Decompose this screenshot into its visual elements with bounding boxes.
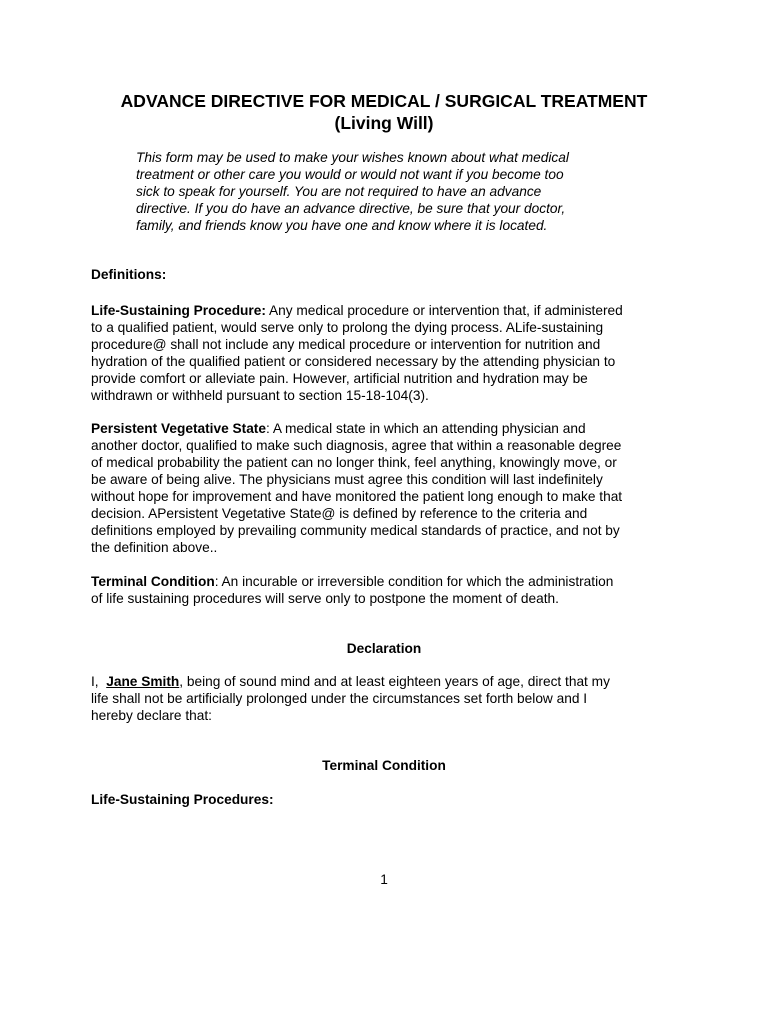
declaration-paragraph	[91, 673, 691, 724]
persistent-vegetative-definition	[91, 420, 691, 556]
terminal-condition-text: : An incurable or irreversible condition for which the administration	[214, 574, 614, 589]
life-sustaining-procedures-heading: Life-Sustaining Procedures:	[91, 792, 274, 807]
life-sustaining-text: Any medical procedure or intervention that, if administered	[265, 303, 623, 318]
definition-line: of medical probability the patient can no longer think, feel anything, knowingly move, or	[91, 455, 617, 470]
intro-line: treatment or other care you would or would not want if you become too	[136, 167, 564, 182]
terminal-condition-definition	[91, 573, 691, 607]
persistent-vegetative-text: : A medical state in which an attending physician and	[265, 421, 586, 436]
persistent-vegetative-term: Persistent Vegetative State	[91, 421, 266, 436]
definition-line: procedure@ shall not include any medical procedure or intervention for nutrition and	[91, 337, 601, 352]
intro-line: This form may be used to make your wishes known about what medical	[136, 150, 569, 165]
declaration-prefix: I,	[91, 674, 107, 689]
intro-paragraph	[136, 149, 606, 234]
definition-line: withdrawn or withheld pursuant to section 15-18-104(3).	[91, 388, 429, 403]
definition-line: the definition above..	[91, 540, 218, 555]
title-line-2: (Living Will)	[334, 113, 434, 133]
terminal-condition-heading: Terminal Condition	[322, 758, 446, 773]
declaration-line: hereby declare that:	[91, 708, 212, 723]
declaration-heading: Declaration	[346, 641, 422, 656]
definition-line: another doctor, qualified to make such diagnosis, agree that within a reasonable degree	[91, 438, 622, 453]
definition-line: decision. APersistent Vegetative State@ is defined by reference to the criteria and	[91, 506, 588, 521]
declaration-text: , being of sound mind and at least eighteen years of age, direct that my	[179, 674, 610, 689]
document-title	[60, 90, 708, 134]
definitions-heading: Definitions:	[91, 267, 167, 282]
definition-line: without hope for improvement and have monitored the patient long enough to make that	[91, 489, 623, 504]
intro-line: sick to speak for yourself. You are not required to have an advance	[136, 184, 542, 199]
definition-line: definitions employed by prevailing community medical standards of practice, and not by	[91, 523, 620, 538]
definition-line: to a qualified patient, would serve only to prolong the dying process. ALife-sustaining	[91, 320, 604, 335]
definition-line: be aware of being alive. The physicians must agree this condition will last indefinitely	[91, 472, 603, 487]
declarant-name: Jane Smith	[106, 674, 180, 689]
life-sustaining-definition	[91, 302, 691, 404]
definition-line: provide comfort or alleviate pain. However, artificial nutrition and hydration may be	[91, 371, 588, 386]
declaration-line: life shall not be artificially prolonged under the circumstances set forth below and I	[91, 691, 588, 706]
definition-line: of life sustaining procedures will serve only to postpone the moment of death.	[91, 591, 559, 606]
intro-line: family, and friends know you have one and know where it is located.	[136, 218, 548, 233]
intro-line: directive. If you do have an advance directive, be sure that your doctor,	[136, 201, 566, 216]
title-line-1: ADVANCE DIRECTIVE FOR MEDICAL / SURGICAL TREATMENT	[120, 91, 648, 111]
definition-line: hydration of the qualified patient or considered necessary by the attending physician to	[91, 354, 616, 369]
terminal-condition-term: Terminal Condition	[91, 574, 215, 589]
life-sustaining-term: Life-Sustaining Procedure:	[91, 303, 266, 318]
page-number: 1	[380, 872, 388, 887]
